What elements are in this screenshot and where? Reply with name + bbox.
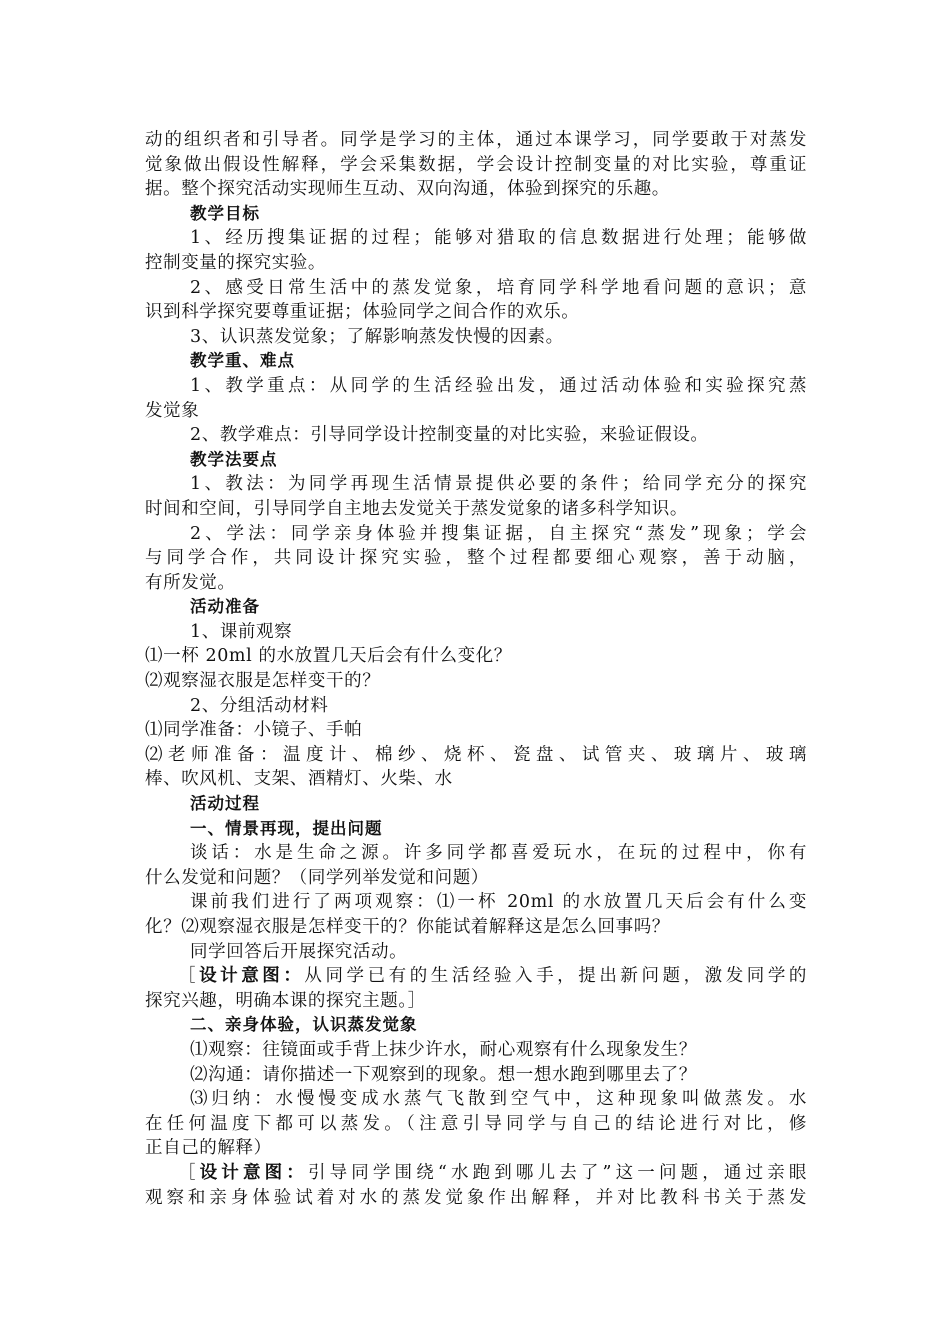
paragraph-line: 1、教法：为同学再现生活情景提供必要的条件；给同学充分的探究 <box>190 474 807 495</box>
paragraph-line: 发觉象 <box>145 400 200 421</box>
section-heading: 活动过程 <box>190 794 260 814</box>
section-heading: 活动准备 <box>190 597 260 617</box>
paragraph-line: ⑶归纳：水慢慢变成水蒸气飞散到空气中，这种现象叫做蒸发。水 <box>190 1089 807 1110</box>
paragraph-line: 时间和空间，引导同学自主地去发觉关于蒸发觉象的诸多科学知识。 <box>145 498 688 519</box>
paragraph-line: ⑵观察湿衣服是怎样变干的？ <box>145 671 381 692</box>
paragraph-line: 1、课前观察 <box>190 621 293 642</box>
design-intent-label: 设计意图： <box>199 1162 308 1183</box>
paragraph-line: 2、教学难点：引导同学设计控制变量的对比实验，来验证假设。 <box>190 425 709 446</box>
design-intent-line: ［设计意图：从同学已有的生活经验入手，提出新问题，激发同学的 <box>178 966 807 987</box>
section-heading: 教学法要点 <box>190 449 278 469</box>
paragraph-line: 控制变量的探究实验。 <box>145 252 326 273</box>
paragraph-line: 动的组织者和引导者。同学是学习的主体，通过本课学习，同学要敢于对蒸发 <box>145 130 807 150</box>
paragraph-line: 与同学合作，共同设计探究实验，整个过程都要细心观察，善于动脑， <box>145 548 807 569</box>
subsection-heading: 二、亲身体验，认识蒸发觉象 <box>190 1015 418 1035</box>
document-page <box>0 128 950 1210</box>
paragraph-line: 在任何温度下都可以蒸发。（注意引导同学与自己的结论进行对比，修 <box>145 1113 807 1134</box>
section-heading: 教学重、难点 <box>190 351 295 371</box>
design-intent-line: ［设计意图：引导同学围绕“水跑到哪儿去了”这一问题，通过亲眼 <box>178 1162 807 1183</box>
paragraph-line: 觉象做出假设性解释，学会采集数据，学会设计控制变量的对比实验，尊重证 <box>145 154 807 175</box>
bracket-open: ［ <box>178 1162 200 1183</box>
paragraph-line: 识到科学探究要尊重证据；体验同学之间合作的欢乐。 <box>145 302 580 323</box>
paragraph-line: 什么发觉和问题？（同学列举发觉和问题） <box>145 867 489 888</box>
paragraph-line: 1、教学重点：从同学的生活经验出发，通过活动体验和实验探究蒸 <box>190 375 807 396</box>
paragraph-line: 同学回答后开展探究活动。 <box>190 941 408 962</box>
design-intent-label: 设计意图： <box>199 966 305 987</box>
paragraph-line: 棒、吹风机、支架、酒精灯、火柴、水 <box>145 769 453 790</box>
paragraph-line: 2、学法：同学亲身体验并搜集证据，自主探究“蒸发”现象；学会 <box>190 523 807 544</box>
paragraph-line: ⑵老师准备：温度计、棉纱、烧杯、瓷盘、试管夹、玻璃片、玻璃 <box>145 744 807 765</box>
paragraph-line: 探究兴趣，明确本课的探究主题。］ <box>145 990 426 1011</box>
paragraph-line: 谈话：水是生命之源。许多同学都喜爱玩水，在玩的过程中，你有 <box>190 843 807 864</box>
paragraph-line: 观察和亲身体验试着对水的蒸发觉象作出解释，并对比教科书关于蒸发 <box>145 1187 807 1208</box>
paragraph-line: 正自己的解释） <box>145 1138 272 1159</box>
paragraph-line: ⑴观察：往镜面或手背上抹少许水，耐心观察有什么现象发生？ <box>190 1039 697 1060</box>
paragraph-line: 2、分组活动材料 <box>190 695 329 716</box>
paragraph-line: ⑵沟通：请你描述一下观察到的现象。想一想水跑到哪里去了？ <box>190 1064 697 1085</box>
paragraph-line: 2、感受日常生活中的蒸发觉象，培育同学科学地看问题的意识；意 <box>190 277 807 298</box>
bracket-open: ［ <box>178 966 200 987</box>
paragraph-line: 有所发觉。 <box>145 572 236 593</box>
paragraph-line: ⑴同学准备：小镜子、手帕 <box>145 720 363 741</box>
paragraph-line: 1、经历搜集证据的过程；能够对猎取的信息数据进行处理；能够做 <box>190 228 807 249</box>
paragraph-line: 3、认识蒸发觉象；了解影响蒸发快慢的因素。 <box>190 326 564 347</box>
section-heading: 教学目标 <box>190 203 260 223</box>
paragraph-line: 课前我们进行了两项观察：⑴一杯 20ml 的水放置几天后会有什么变 <box>190 892 807 913</box>
subsection-heading: 一、情景再现，提出问题 <box>190 818 383 838</box>
paragraph-line: 据。整个探究活动实现师生互动、双向沟通，体验到探究的乐趣。 <box>145 179 670 200</box>
paragraph-line: 化？⑵观察湿衣服是怎样变干的？你能试着解释这是怎么回事吗？ <box>145 917 670 937</box>
paragraph-line: ⑴一杯 20ml 的水放置几天后会有什么变化？ <box>145 646 512 667</box>
